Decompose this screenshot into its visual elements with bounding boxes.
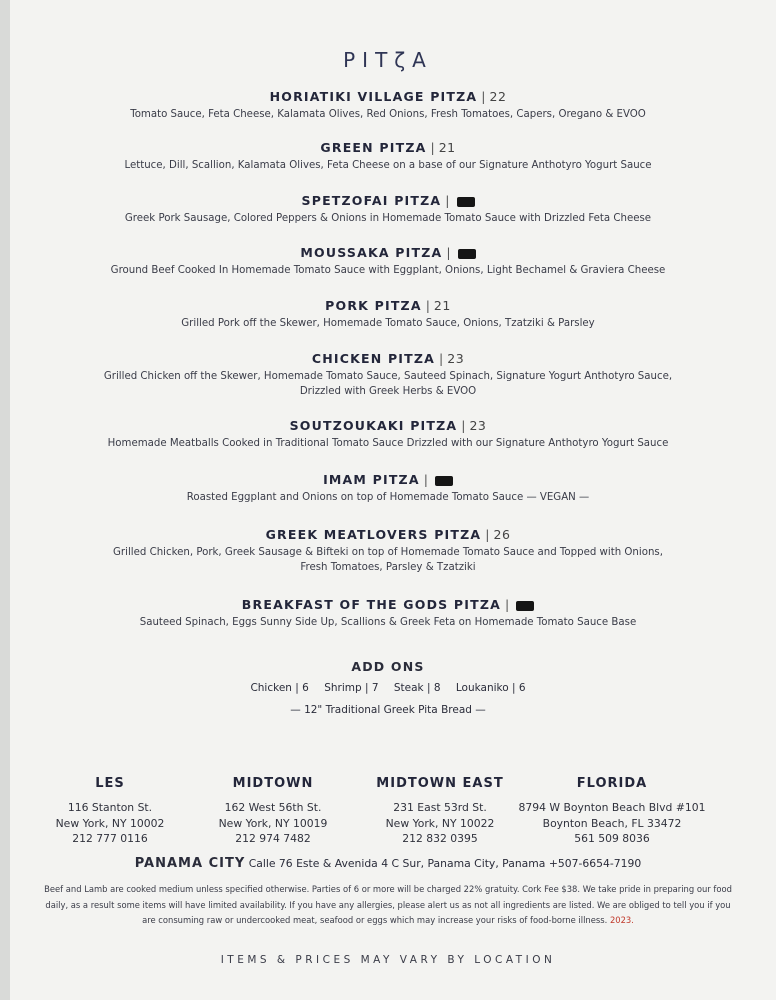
location-address: 116 Stanton St. [67, 801, 153, 814]
menu-item-description: Drizzled with Greek Herbs & EVOO [299, 386, 477, 397]
fine-print-text: Beef and Lamb are cooked medium unless specified otherwise. Parties of 6 or more will be charged 22% gratuity. Cork Fee $38. We take pride in preparing our food daily, as a result some items will have limited availability. If you have any allergies, please alert us as not all ingredients are listed. We are obliged to tell you if you are consuming raw or undercooked meat, seafood or eggs which may increase your risks of food-borne illness. [44, 884, 732, 925]
menu-item-name: PORK PITZA [325, 298, 422, 313]
redacted-price-mark [457, 197, 475, 207]
addon-item: Loukaniko | 6 [455, 682, 526, 694]
menu-item-description: Ground Beef Cooked In Homemade Tomato Sauce with Eggplant, Onions, Light Bechamel & Graviera Cheese [110, 265, 666, 276]
menu-item-description: Grilled Pork off the Skewer, Homemade Tomato Sauce, Onions, Tzatziki & Parsley [181, 318, 595, 329]
menu-item-price: 26 [493, 527, 511, 542]
price-separator: | [445, 193, 450, 208]
menu-item-price: 22 [489, 89, 507, 104]
addons-row [0, 682, 776, 694]
menu-item-description: Fresh Tomatoes, Parsley & Tzatziki [300, 562, 476, 573]
location-phone: 561 509 8036 [574, 832, 650, 845]
menu-item-description: Tomato Sauce, Feta Cheese, Kalamata Olives, Red Onions, Fresh Tomatoes, Capers, Oregano & EVOO [130, 109, 646, 120]
panama-location [0, 856, 776, 871]
menu-item-description: Grilled Chicken, Pork, Greek Sausage & Bifteki on top of Homemade Tomato Sauce and Topped with Onions, [113, 547, 663, 558]
price-separator: | [485, 527, 490, 542]
location-midtown [183, 776, 363, 847]
menu-item-title [0, 472, 776, 487]
menu-item-name: GREEN PITZA [320, 140, 427, 155]
menu-item-name: SPETZOFAI PITZA [301, 193, 442, 208]
menu-item-description: Grilled Chicken off the Skewer, Homemade Tomato Sauce, Sauteed Spinach, Signature Yogurt Anthotyro Sauce, [103, 371, 673, 382]
addon-item: Chicken | 6 [250, 682, 309, 694]
location-city: Boynton Beach, FL 33472 [542, 816, 682, 830]
fine-print-year: 2023. [609, 915, 634, 925]
location-address: 162 West 56th St. [224, 801, 322, 814]
price-separator: | [461, 418, 466, 433]
location-phone: 212 974 7482 [235, 832, 311, 845]
location-les [20, 776, 200, 847]
price-separator: | [446, 245, 451, 260]
menu-item-name: SOUTZOUKAKI PITZA [289, 418, 458, 433]
menu-item-price: 21 [438, 140, 456, 155]
location-address: Calle 76 Este & Avenida 4 C Sur, Panama City, Panama +507-6654-7190 [248, 857, 642, 870]
menu-item-name: BREAKFAST OF THE GODS PITZA [241, 597, 501, 612]
location-name: MIDTOWN [232, 776, 314, 791]
menu-item-title [0, 351, 776, 366]
menu-item-description: Homemade Meatballs Cooked in Traditional Tomato Sauce Drizzled with our Signature Anthotyro Yogurt Sauce [107, 438, 669, 449]
redacted-price-mark [435, 476, 453, 486]
menu-item-name: MOUSSAKA PITZA [300, 245, 443, 260]
location-phone: 212 832 0395 [402, 832, 478, 845]
menu-item-price: 23 [447, 351, 465, 366]
price-separator: | [423, 472, 428, 487]
redacted-price-mark [516, 601, 534, 611]
menu-item-title [0, 298, 776, 313]
menu-item-title [0, 418, 776, 433]
price-separator: | [430, 140, 435, 155]
redacted-price-mark [458, 249, 476, 259]
menu-item-price: 23 [469, 418, 487, 433]
location-city: New York, NY 10019 [218, 816, 328, 830]
pita-bread-note: — 12" Traditional Greek Pita Bread — [290, 704, 486, 716]
location-name: MIDTOWN EAST [376, 776, 504, 791]
logo: PITζA [343, 48, 433, 72]
location-name: PANAMA CITY [134, 856, 246, 871]
location-city: New York, NY 10022 [385, 816, 495, 830]
menu-item-title [0, 140, 776, 155]
location-florida [517, 776, 707, 847]
location-address: 231 East 53rd St. [393, 801, 487, 814]
menu-item-description: Lettuce, Dill, Scallion, Kalamata Olives, Feta Cheese on a base of our Signature Anthotyro Yogurt Sauce [124, 160, 652, 171]
price-separator: | [481, 89, 486, 104]
menu-item-name: IMAM PITZA [323, 472, 420, 487]
menu-item-name: HORIATIKI VILLAGE PITZA [269, 89, 478, 104]
menu-item-price: 21 [433, 298, 451, 313]
menu-item-description: Roasted Eggplant and Onions on top of Homemade Tomato Sauce — VEGAN — [186, 492, 590, 503]
menu-item-title [0, 597, 776, 612]
location-name: FLORIDA [576, 776, 648, 791]
price-separator: | [504, 597, 510, 612]
location-phone: 212 777 0116 [72, 832, 148, 845]
addon-item: Shrimp | 7 [324, 682, 379, 694]
menu-item-name: CHICKEN PITZA [311, 351, 436, 366]
price-separator: | [439, 351, 444, 366]
location-address: 8794 W Boynton Beach Blvd #101 [518, 801, 706, 814]
menu-item-title [0, 193, 776, 208]
addons-title: ADD ONS [351, 659, 425, 674]
menu-item-name: GREEK MEATLOVERS PITZA [265, 527, 482, 542]
menu-item-title [0, 245, 776, 260]
location-midtown-east [350, 776, 530, 847]
menu-item-title [0, 527, 776, 542]
menu-item-description: Greek Pork Sausage, Colored Peppers & Onions in Homemade Tomato Sauce with Drizzled Feta Cheese [124, 213, 652, 224]
footer-note: ITEMS & PRICES MAY VARY BY LOCATION [220, 954, 556, 966]
location-name: LES [95, 776, 125, 791]
price-separator: | [425, 298, 430, 313]
menu-item-title [0, 89, 776, 104]
menu-item-description: Sauteed Spinach, Eggs Sunny Side Up, Scallions & Greek Feta on Homemade Tomato Sauce Base [139, 617, 637, 628]
fine-print [40, 882, 736, 929]
location-city: New York, NY 10002 [55, 816, 165, 830]
addon-item: Steak | 8 [393, 682, 441, 694]
